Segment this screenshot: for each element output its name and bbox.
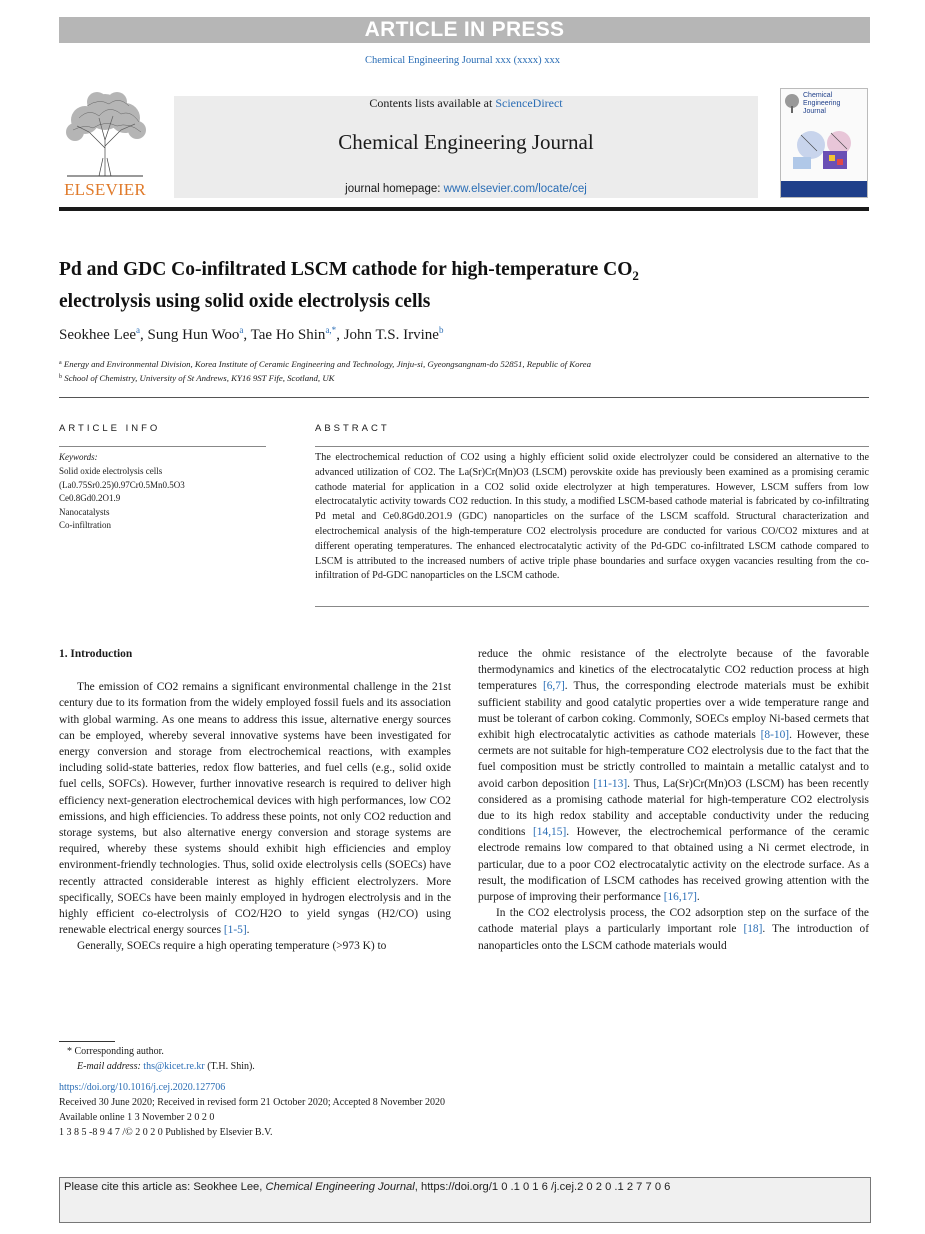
corresponding-author-note: * Corresponding author.	[67, 1046, 164, 1057]
body-paragraph: Generally, SOECs require a high operating temperature (>973 K) to	[77, 940, 387, 953]
author-name[interactable]: Sung Hun Woo	[147, 327, 240, 343]
available-online: Available online 1 3 November 2 0 2 0	[59, 1112, 215, 1123]
citation-box	[59, 1177, 871, 1223]
body-column-left	[59, 646, 451, 955]
author-affiliation-mark[interactable]: a,*	[325, 325, 337, 335]
keyword-item: Nanocatalysts	[59, 506, 110, 517]
cover-graphic-icon	[781, 121, 867, 177]
cover-logo-icon	[783, 92, 801, 114]
section-heading: 1. Introduction	[59, 648, 133, 660]
body-column-right	[478, 646, 869, 954]
journal-cover-thumbnail[interactable]	[780, 88, 868, 198]
affiliation-b: $^b$ School of Chemistry, University of St Andrews, KY16 9ST Fife, Scotland, UK	[59, 373, 335, 383]
homepage-label: journal homepage:	[345, 183, 444, 195]
email-line: E-mail address: ths@kicet.re.kr (T.H. Shin).	[77, 1061, 255, 1072]
citation-text: Please cite this article as: Seokhee Lee, Chemical Engineering Journal, https://doi.org/1 0 .1 0 1 6 /j.cej.2 0 2 0 .1 2 7 7 0 6	[64, 1181, 671, 1193]
cover-footer-band	[781, 181, 867, 197]
author-name[interactable]: Seokhee Lee	[59, 327, 137, 343]
cover-title: Chemical Engineering Journal	[803, 92, 841, 115]
citation-link[interactable]: [6,7]	[542, 680, 565, 693]
contents-line	[174, 96, 758, 111]
journal-reference-link[interactable]: Chemical Engineering Journal xxx (xxxx) xxx	[364, 55, 561, 66]
keywords-label: Keywords:	[59, 452, 98, 462]
citation-link[interactable]: [8-10]	[760, 729, 790, 742]
affiliation-a: $^a$ Energy and Environmental Division, Korea Institute of Ceramic Engineering and Technology, Jinju-si, Gyeongsangnam-do 52851, Republic of Korea	[59, 359, 591, 369]
citation-link[interactable]: [1-5]	[223, 924, 247, 937]
article-title: Pd and GDC Co-infiltrated LSCM cathode for high-temperature $CO_2$ electrolysis using solid oxide electrolysis cells	[59, 259, 639, 312]
homepage-link[interactable]: www.elsevier.com/locate/cej	[443, 183, 587, 195]
citation-link[interactable]: [18]	[743, 923, 763, 936]
received-dates: Received 30 June 2020; Received in revised form 21 October 2020; Accepted 8 November 2020	[59, 1097, 446, 1108]
issn-copyright: 1 3 8 5 -8 9 4 7 /© 2 0 2 0 Published by Elsevier B.V.	[59, 1127, 273, 1138]
body-paragraph: reduce the ohmic resistance of the electrolyte because of the favorable thermodynamics and kinetics of the electrocatalytic CO2 reduction process at high temperatures [6,7]. Thus, the corresponding electrode materials must be exhibit sufficient stability and good catalytic properties over a wide temperature range and must be tolerant of carbon coking. Commonly, SOECs employ Ni-based cermets that exhibit high electrocatalytic activities as cathode materials [8-10]. However, these cermets are not suitable for high-temperature CO2 electrolysis due to the fact that the fuel composition must be strictly controlled to maintain a metallic catalyst and to avoid carbon deposition [11-13]. Thus, La(Sr)Cr(Mn)O3 (LSCM) has been recently considered as a promising cathode material for high-temperature CO2 electrolysis due to its high redox stability and acceptable conductivity under the reducing conditions [14,15]. However, the electrochemical performance of the ceramic electrode remains low compared to that obtained using a Ni cermet electrode, in particular, due to a poor CO2 electrocatalytic activity on the electrode surface. As a result, the modification of LSCM cathodes has received growing attention with the purpose of improving their performance [16,17].	[478, 648, 870, 904]
contents-prefix: Contents lists available at	[369, 96, 496, 110]
keyword-item: Solid oxide electrolysis cells	[59, 466, 163, 476]
author-name[interactable]: John T.S. Irvine	[343, 327, 439, 343]
abstract-text: The electrochemical reduction of CO2 using a highly efficient solid oxide electrolyzer could be considered an alternative to the advanced utilization of CO2. The La(Sr)Cr(Mn)O3 (LSCM) perovskite oxide has previously been examined as a promising ceramic cathode material for application in a CO2 solid oxide electrolyzer at high temperatures. However, LSCM suffers from low electrocatalytic activity towards CO2 reduction. In this study, a modified LSCM-based cathode material is fabricated by co-infiltrating Pd metal and Ce0.8Gd0.2O1.9 (GDC) nanoparticles on the surface of the LSCM scaffold. Structural characterization and electrochemical analysis of the high-temperature CO2 electrolysis procedure are conducted for various CO/CO2 mixtures and at different operating temperatures. The enhanced electrocatalytic activity of the Pd-GDC co-infiltrated LSCM cathode compared to LSCM is attributed to the increased numbers of active triple phase boundaries and surface oxygen vacancies resulting from the co-infiltration of Pd-GDC nanoparticles on the LSCM cathode.	[315, 452, 869, 582]
keyword-item: Ce0.8Gd0.2O1.9	[59, 493, 121, 503]
affiliation-divider	[59, 397, 869, 398]
abstract-divider	[315, 446, 869, 447]
citation-link[interactable]: [14,15]	[533, 826, 567, 839]
journal-homepage	[174, 183, 758, 195]
publisher-name: ELSEVIER	[64, 180, 146, 199]
body-paragraph: In the CO2 electrolysis process, the CO2 adsorption step on the surface of the cathode material plays a particularly important role [18]. The introduction of nanoparticles onto the LSCM cathode materials would	[478, 907, 869, 952]
abstract-bottom-divider	[315, 606, 869, 607]
body-paragraph: The emission of CO2 remains a significant environmental challenge in the 21st century due to its formation from the widely employed fossil fuels and its association with global warming. As one means to address this issue, alternative energy sources can be employed, whereby several innovative systems have been investigated for energy conversion and storage from electrochemical reactions, with examples including solid-state batteries, redox flow batteries, and fuel cells (e.g., solid oxide fuel cells, SOFCs). However, further innovative research is required to deliver high efficiency next-generation electrochemical devices with high performances, low CO2 emissions, and high efficiencies. To address these points, not only CO2 reduction and storage systems, but also alternative energy conversion and storage systems are required, whereby these systems should exhibit high efficiencies and employ environment-friendly technologies. Thus, solid oxide electrolysis cells (SOECs) have recently attracted considerable interest as highly efficient electrolyzers. More specifically, SOECs have been mainly employed in hydrogen electrolysis and in the highly efficient co-electrolysis of CO2/H2O to yield syngas (H2/CO) using renewable electrical energy sources [1-5].	[59, 681, 451, 937]
keyword-list	[59, 465, 269, 533]
header-divider	[59, 207, 869, 211]
author-affiliation-mark[interactable]: b	[438, 325, 444, 335]
author-affiliation-mark[interactable]: a	[136, 325, 141, 335]
citation-link[interactable]: [11-13]	[593, 777, 628, 790]
citation-link[interactable]: [16,17]	[663, 891, 697, 904]
author-affiliation-mark[interactable]: a	[239, 325, 244, 335]
email-link[interactable]: ths@kicet.re.kr	[143, 1061, 205, 1072]
article-info-heading: ARTICLE INFO	[59, 423, 161, 434]
journal-title: Chemical Engineering Journal	[338, 130, 594, 154]
article-info-divider	[59, 446, 266, 447]
author-name[interactable]: Tae Ho Shin	[250, 327, 326, 343]
footnotes	[59, 1044, 559, 1140]
author-list: Seokhee Lee$^a$, Sung Hun Woo$^a$, Tae Ho Shin$^{a,*}$, John T.S. Irvine$^b$	[59, 325, 444, 343]
sciencedirect-link[interactable]: ScienceDirect	[495, 96, 563, 110]
article-in-press-banner: ARTICLE IN PRESS	[59, 17, 870, 43]
keyword-item: Co-infiltration	[59, 520, 111, 530]
keyword-item: (La0.75Sr0.25)0.97Cr0.5Mn0.5O3	[59, 479, 185, 490]
abstract-heading: ABSTRACT	[315, 423, 390, 434]
doi-link[interactable]: https://doi.org/10.1016/j.cej.2020.127706	[59, 1082, 226, 1093]
footnote-divider	[59, 1041, 115, 1042]
